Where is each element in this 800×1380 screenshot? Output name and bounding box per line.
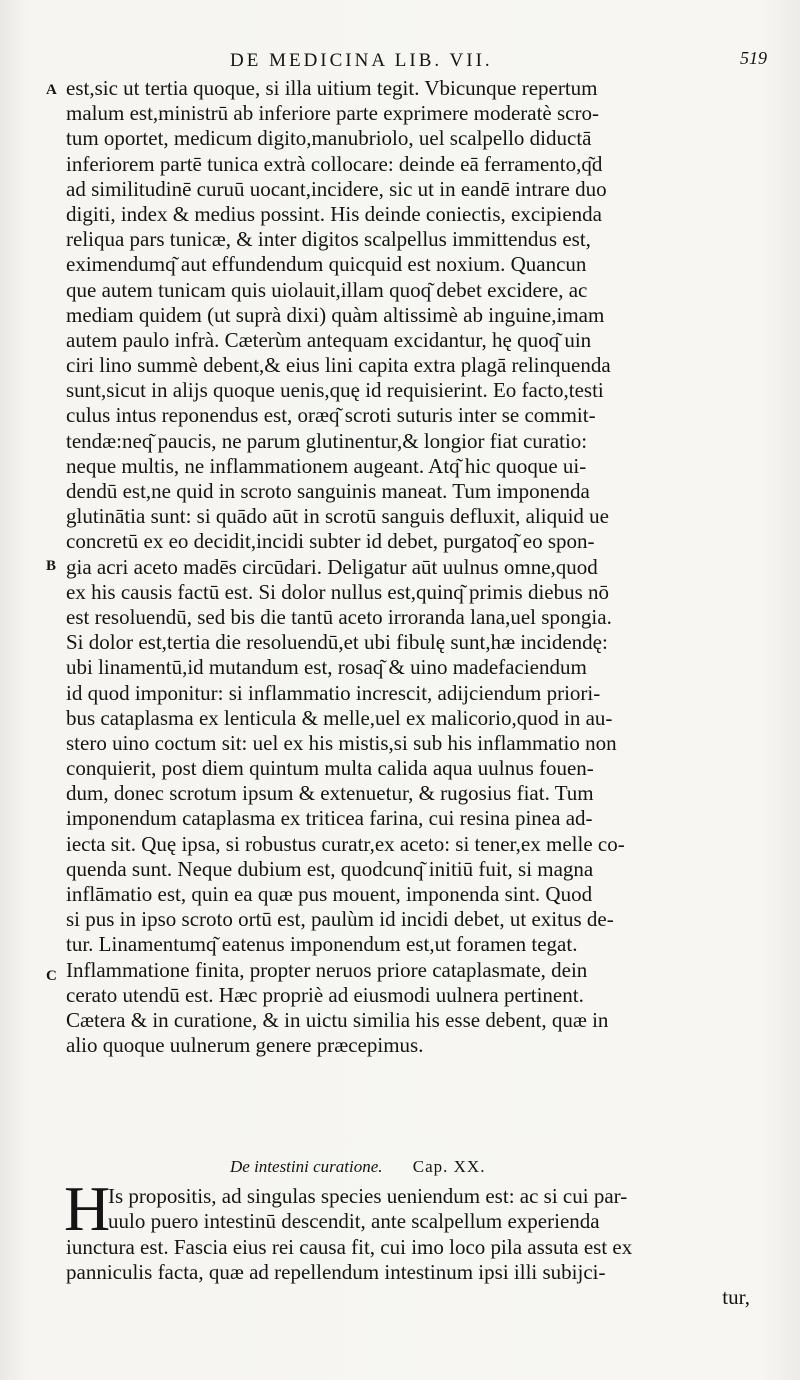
text-line: malum est,ministrū ab inferiore parte exprimere moderatè scro- — [66, 101, 599, 126]
margin-letter-c: C — [46, 968, 57, 984]
text-line: que autem tunicam quis uiolauit,illam quoq͂ debet excidere, ac — [66, 277, 588, 302]
text-line: glutinātia sunt: si quādo aūt in scrotū sanguis defluxit, aliquid ue — [66, 504, 610, 529]
text-line: bus cataplasma ex lenticula & melle,uel ex malicorio,quod in au- — [66, 705, 613, 730]
text-line: iecta sit. Quę ipsa, si robustus curatr,ex aceto: si tener,ex melle co- — [66, 831, 625, 856]
text-line: tendæ:neq͂ paucis, ne parum glutinentur,& longior fiat curatio: — [66, 428, 588, 453]
text-line: ad similitudinē curuū uocant,incidere, sic ut in eandē intrare duo — [66, 176, 607, 201]
running-head: DE MEDICINA LIB. VII. — [230, 50, 493, 71]
text-line: est,sic ut tertia quoque, si illa uitium tegit. Vbicunque repertum — [66, 76, 598, 100]
text-line: est resoluendū, sed bis die tantū aceto irroranda lana,uel spongia. — [66, 604, 612, 629]
text-line: Inflammatione finita, propter neruos priore cataplasmate, dein — [66, 957, 588, 982]
chapter-heading — [230, 1157, 560, 1177]
text-line: uulo puero intestinū descendit, ante scalpellum experienda — [108, 1209, 600, 1234]
text-line: stero uino coctum sit: uel ex his mistis,si sub his inflammatio non — [66, 730, 617, 755]
page-number: 519 — [740, 48, 767, 68]
text-line: dendū est,ne quid in scroto sanguinis maneat. Tum imponenda — [66, 479, 590, 503]
text-line: Is propositis, ad singulas species ueniendum est: ac si cui par- — [108, 1184, 628, 1208]
text-line: Si dolor est,tertia die resoluendū,et ubi fibulę sunt,hæ incidendę: — [66, 630, 608, 655]
chapter-title: De intestini curatione. — [230, 1157, 383, 1176]
text-line: tur. Linamentumq͂ eatenus imponendum est,ut foramen tegat. — [66, 932, 578, 957]
chapter-text-indented — [108, 1184, 758, 1234]
text-line: id quod imponitur: si inflammatio increscit, adijciendum priori- — [66, 680, 601, 705]
text-line: ex his causis factū est. Si dolor nullus est,quinq͂ primis diebus nō — [66, 579, 610, 604]
text-line: sunt,sicut in alijs quoque uenis,quę id requisierint. Eo facto,testi — [66, 378, 604, 403]
text-line: mediam quidem (ut suprà dixi) quàm altissimè ab inguine,imam — [66, 302, 605, 327]
text-line: conquierit, post diem quintum multa calida aqua uulnus fouen- — [66, 756, 594, 781]
text-line: culus intus reponendus est, oræq͂ scroti suturis inter se commit- — [66, 403, 596, 428]
text-line: reliqua pars tunicæ, & inter digitos scalpellus immittendus est, — [66, 227, 591, 252]
text-line: iunctura est. Fascia eius rei causa fit, cui imo loco pila assuta est ex — [66, 1235, 633, 1259]
text-line: dum, donec scrotum ipsum & extenuetur, & rugosius fiat. Tum — [66, 781, 594, 806]
text-line: imponendum cataplasma ex triticea farina, cui resina pinea ad- — [66, 806, 593, 831]
text-line: panniculis facta, quæ ad repellendum intestinum ipsi illi subijci- — [66, 1260, 606, 1285]
text-line: eximendumq͂ aut effundendum quicquid est noxium. Quancun — [66, 252, 587, 277]
text-line: concretū ex eo decidit,incidi subter id debet, purgatoq͂ eo spon- — [66, 529, 595, 554]
text-line: alio quoque uulnerum genere præcepimus. — [66, 1033, 424, 1058]
margin-letter-b: B — [46, 558, 57, 574]
chapter-number: Cap. XX. — [412, 1157, 486, 1176]
text-line: ubi linamentū,id mutandum est, rosaq͂ & uino madefaciendum — [66, 655, 587, 680]
drop-cap: H — [64, 1173, 111, 1244]
text-line: neque multis, ne inflammationem augeant. Atq͂ hic quoque ui- — [66, 453, 587, 478]
body-text — [66, 76, 756, 1058]
text-line: tum oportet, medicum digito,manubriolo, uel scalpello diductā — [66, 126, 592, 151]
text-line: gia acri aceto madēs circūdari. Deligatur aūt uulnus omne,quod — [66, 554, 598, 579]
catchword: tur, — [722, 1285, 750, 1310]
text-line: autem paulo infrà. Cæterùm antequam excidantur, hę quoq͂ uin — [66, 327, 592, 352]
text-line: cerato utendū est. Hæc propriè ad eiusmodi uulnera pertinent. — [66, 982, 584, 1007]
text-line: si pus in ipso scroto ortū est, paulùm id incidi debet, ut exitus de- — [66, 907, 614, 932]
text-line: ciri lino summè debent,& eius lini capita extra plagā relinquenda — [66, 353, 611, 378]
margin-letter-a: A — [46, 82, 57, 98]
text-line: digiti, index & medius possint. His deinde coniectis, excipienda — [66, 201, 602, 226]
text-line: inferiorem partē tunica extrà collocare: deinde eā ferramento,q͂d — [66, 151, 603, 176]
text-line: Cætera & in curatione, & in uictu similia his esse debent, quæ in — [66, 1007, 609, 1032]
text-line: quenda sunt. Neque dubium est, quodcunq͂ initiū fuit, si magna — [66, 856, 594, 881]
chapter-text — [66, 1235, 756, 1311]
text-line: inflāmatio est, quin ea quæ pus mouent, imponenda sint. Quod — [66, 882, 593, 906]
